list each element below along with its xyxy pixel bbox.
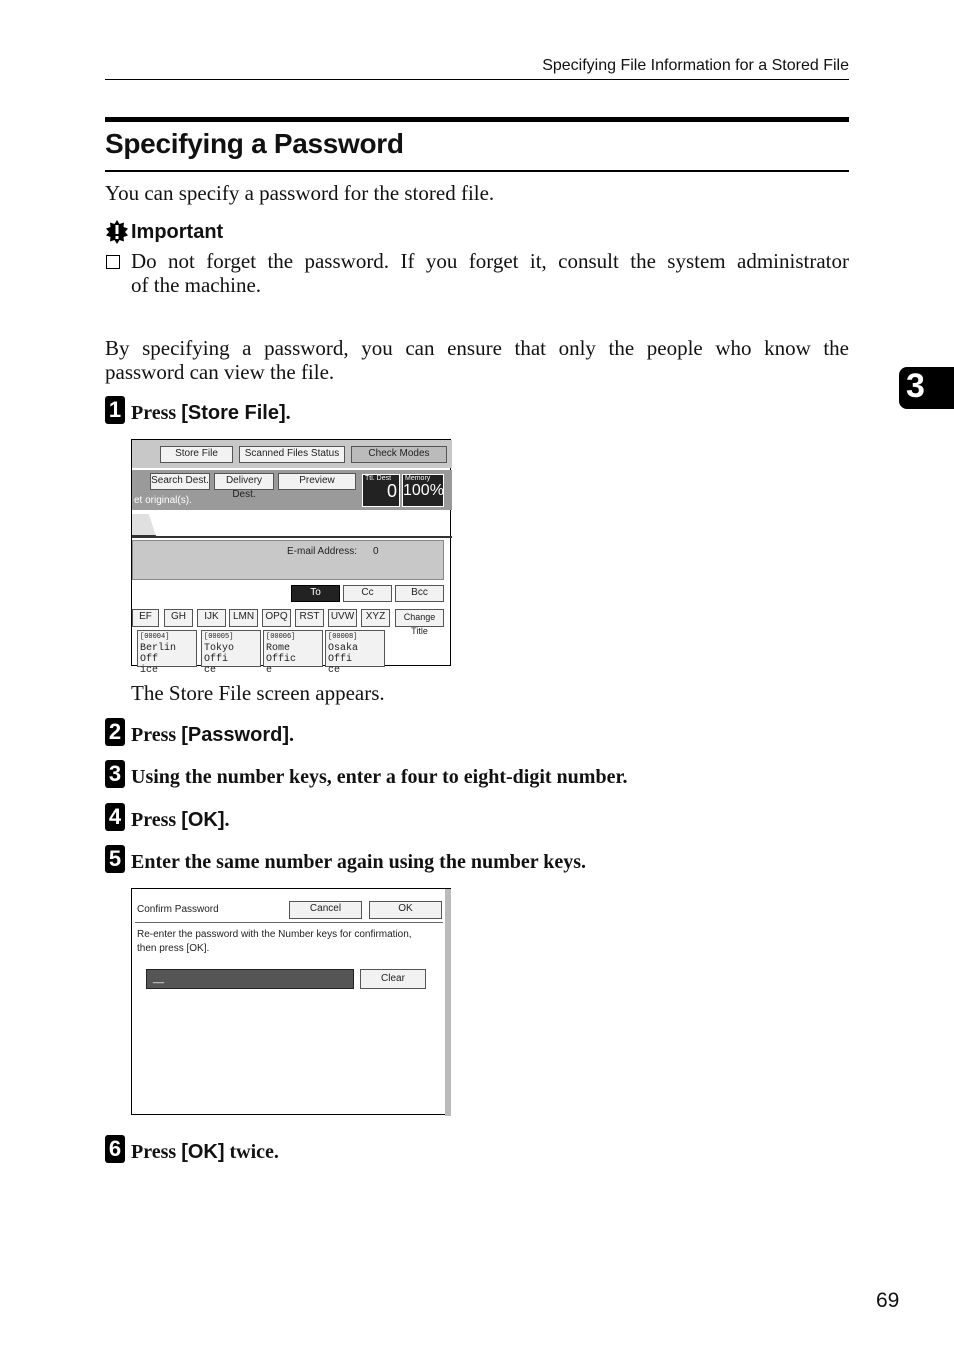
chapter-number: 3 (906, 367, 925, 405)
checkbox-bullet-icon (106, 255, 120, 269)
bcc-button[interactable]: Bcc (395, 585, 444, 602)
folder-tab-shape (132, 514, 156, 536)
search-dest-button[interactable]: Search Dest. (150, 473, 210, 490)
step-1-number: 1 (105, 396, 125, 424)
dest-name-line-1: Osaka Offi (328, 643, 359, 665)
important-label: Important (131, 221, 224, 243)
clear-button[interactable]: Clear (360, 969, 426, 989)
para-line-2: password can view the file. (105, 360, 335, 384)
dest-rome-office[interactable] (263, 630, 323, 676)
title-rule-bottom (105, 170, 849, 172)
step-2-prefix: Press (131, 724, 182, 746)
section-title: Specifying a Password (105, 128, 404, 159)
step-4-text (131, 809, 230, 832)
dest-name-line-1: Tokyo Offi (204, 643, 235, 665)
store-file-screenshot (131, 439, 451, 676)
header-rule (105, 79, 849, 80)
cc-button[interactable]: Cc (343, 585, 392, 602)
dialog-message-line-2: then press [OK]. (137, 943, 210, 954)
index-key-uvw[interactable]: UVW (328, 609, 357, 627)
ok-button[interactable]: OK (369, 901, 442, 919)
step-1-text (131, 402, 291, 425)
dest-code: [00008] (328, 633, 358, 641)
divider (132, 536, 452, 538)
running-head: Specifying File Information for a Stored File (542, 57, 849, 74)
page-number: 69 (876, 1289, 900, 1312)
step-1-prefix: Press (131, 402, 182, 424)
preview-button[interactable]: Preview (278, 473, 356, 490)
dest-name-line-1: Rome Offic (266, 643, 297, 665)
step-4-number: 4 (105, 803, 125, 831)
dest-tokyo-office[interactable] (201, 630, 261, 676)
index-key-ef[interactable]: EF (132, 609, 159, 627)
ttl-dest-label: Ttl. Dest (365, 475, 392, 482)
confirm-password-title: Confirm Password (137, 904, 219, 915)
step-6-text (131, 1141, 279, 1164)
dest-name-line-2: ce (204, 665, 217, 676)
step-2-suffix: . (289, 724, 294, 746)
memory-counter (402, 474, 444, 507)
step-2-key: [Password] (181, 724, 289, 746)
dest-osaka-office[interactable] (325, 630, 385, 676)
step-1-suffix: . (285, 402, 291, 424)
step-4-suffix: . (224, 809, 230, 831)
important-icon (105, 220, 129, 244)
dest-name-line-2: ice (140, 665, 159, 676)
dest-code: [00004] (140, 633, 170, 641)
change-title-button[interactable]: Change Title (395, 609, 444, 627)
dialog-message-line-1: Re-enter the password with the Number keys for confirmation, (137, 929, 412, 940)
step-3-number: 3 (105, 760, 125, 788)
step-1-key: [Store File] (181, 402, 286, 424)
dialog-divider (135, 922, 443, 923)
step-6-prefix: Press (131, 1141, 182, 1163)
memory-label: Memory (405, 475, 431, 482)
index-key-rst[interactable]: RST (295, 609, 324, 627)
dest-code: [00006] (266, 633, 296, 641)
dest-name-line-1: Berlin Off (140, 643, 177, 665)
step-2-text (131, 724, 294, 747)
originals-text: et original(s). (134, 495, 192, 506)
ttl-dest-counter (362, 474, 400, 507)
step-2-number: 2 (105, 718, 125, 746)
index-key-gh[interactable]: GH (164, 609, 193, 627)
password-field[interactable]: __ (146, 969, 354, 989)
dest-name-line-2: ce (328, 665, 341, 676)
email-address-label: E-mail Address: (287, 546, 358, 557)
para-line-1: By specifying a password, you can ensure that only the people who know the (105, 336, 849, 360)
tab-check-modes[interactable]: Check Modes (351, 446, 447, 463)
to-button[interactable]: To (291, 585, 340, 602)
tab-store-file[interactable]: Store File (160, 446, 233, 463)
step-4-key: [OK] (181, 809, 225, 831)
step-3-text: Using the number keys, enter a four to eight-digit number. (131, 766, 628, 788)
step-6-key: [OK] (181, 1141, 225, 1163)
step-6-number: 6 (105, 1135, 125, 1163)
step-6-suffix: twice. (224, 1141, 279, 1163)
ttl-dest-value: 0 (386, 481, 397, 501)
step-1-result: The Store File screen appears. (131, 681, 385, 705)
important-line-1: Do not forget the password. If you forget it, consult the system administrator (131, 249, 849, 273)
index-key-lmn[interactable]: LMN (229, 609, 258, 627)
right-edge-bar (445, 889, 451, 1116)
title-rule-top (105, 117, 849, 122)
dest-code: [00005] (204, 633, 234, 641)
important-line-2: of the machine. (131, 273, 262, 297)
memory-value: 100% (403, 482, 444, 499)
index-key-ijk[interactable]: IJK (197, 609, 226, 627)
index-key-opq[interactable]: OPQ (262, 609, 291, 627)
cancel-button[interactable]: Cancel (289, 901, 362, 919)
dest-berlin-office[interactable] (137, 630, 197, 676)
tab-scanned-files-status[interactable]: Scanned Files Status (239, 446, 345, 463)
email-address-value: 0 (373, 546, 379, 557)
dest-name-line-2: e (266, 665, 273, 676)
confirm-password-screenshot (131, 888, 451, 1115)
step-4-prefix: Press (131, 809, 182, 831)
step-5-text: Enter the same number again using the number keys. (131, 851, 587, 873)
step-5-number: 5 (105, 845, 125, 873)
intro-text: You can specify a password for the stored file. (105, 181, 495, 205)
delivery-dest-button[interactable]: Delivery Dest. (214, 473, 274, 490)
index-key-xyz[interactable]: XYZ (361, 609, 390, 627)
